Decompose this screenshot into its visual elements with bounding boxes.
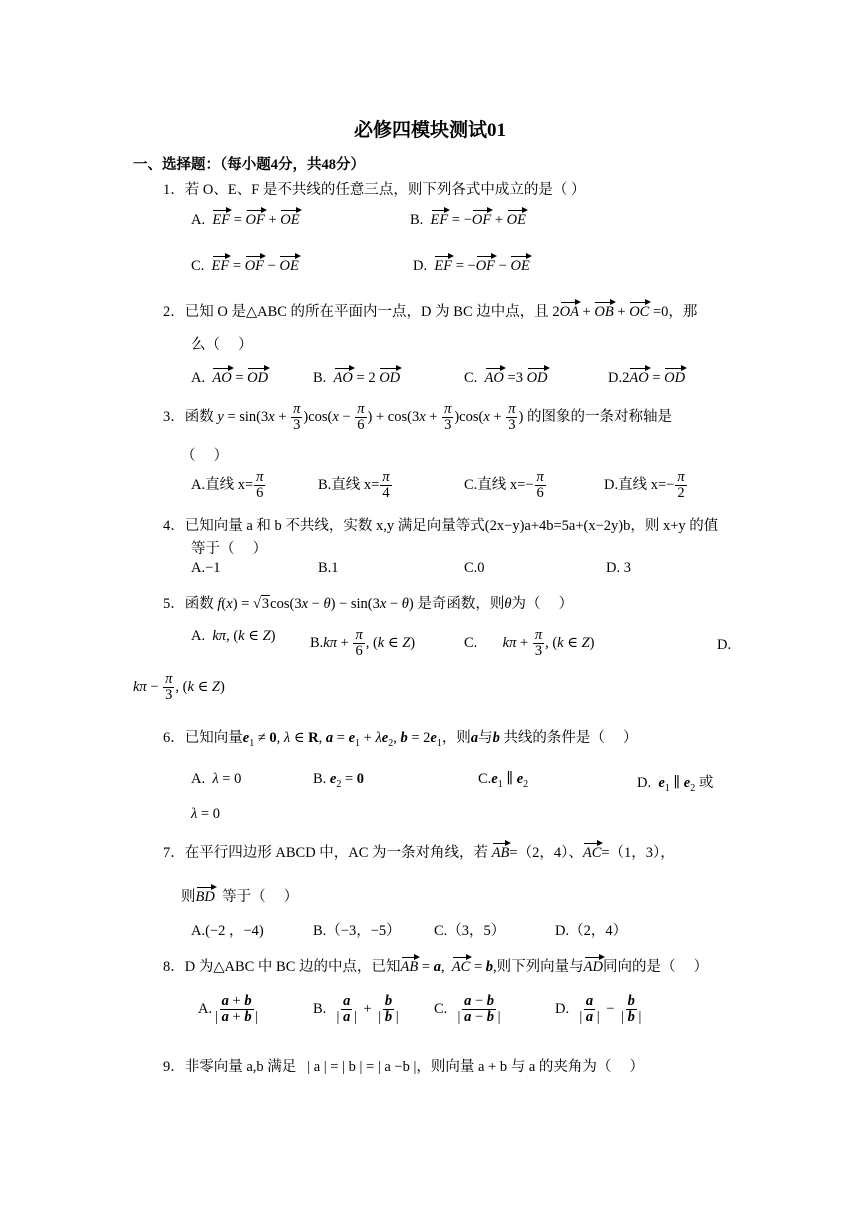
question-4-stem: 4．已知向量 a 和 b 不共线，实数 x,y 满足向量等式(2x−y)a+4b=5a+(x−2y)b，则 x+y 的值: [163, 518, 719, 534]
question-9-stem: 9．非零向量 a,b 满足 | a | = | b | = | a −b |，则向量 a + b 与 a 的夹角为（ ）: [163, 1059, 645, 1075]
q7-option-c: C.（3，5）: [434, 923, 506, 939]
q3-option-b: B.直线 x= $\frac{\pi}{4}$: [318, 469, 390, 502]
q2-option-a: A. AO = OD: [191, 367, 268, 387]
q6-option-d: D. $e_1$ ∥ $e_2$ 或: [637, 775, 714, 794]
q6-option-b: B. $e_2 = 0$: [313, 771, 365, 790]
q7-option-b: B.（−3，−5）: [313, 923, 401, 939]
q5-option-d-label: D.: [717, 637, 732, 653]
q2-option-d: D.2AO = OD: [608, 367, 685, 387]
q3-option-c: C.直线 x=− $\frac{\pi}{6}$: [464, 469, 544, 502]
q2-option-b: B. AO = 2 OD: [313, 367, 400, 387]
q6-option-c: $C.e_1$ ∥ $e_2$: [478, 771, 529, 790]
q1-option-c: C. EF = OF − OE: [191, 255, 299, 275]
q5-option-a: A. kπ, (k ∈ Z): [191, 628, 276, 644]
question-1-stem: 1．若 O、E、F 是不共线的任意三点，则下列各式中成立的是（ ）: [163, 182, 586, 198]
question-7-stem: 7．在平行四边形 ABCD 中，AC 为一条对角线，若 AB=（2，4）、AC=（1，3），: [163, 841, 675, 862]
q4-option-c: C.0: [464, 560, 485, 576]
q7-option-a: A.(−2 ，−4): [191, 923, 264, 939]
question-5-stem: 5．函数 f(x) = √3cos(3x − θ) − sin(3x − θ) 是奇函数，则θ为（ ）: [163, 596, 574, 612]
q6-option-a: A. λ = 0: [191, 771, 242, 787]
q1-option-b: B. EF = −OF + OE: [410, 209, 526, 229]
q6-option-d-cont: λ = 0: [191, 806, 220, 822]
q8-option-b: B. $\frac{a}{| a |}$ + $\frac{b}{| b |}$: [313, 993, 399, 1026]
q8-option-d: D. $\frac{a}{| a |}$ − $\frac{b}{| b |}$: [555, 993, 642, 1026]
q5-option-c: C. kπ + $\frac{\pi}{3}$ , (k ∈ Z): [464, 627, 595, 660]
question-6-stem: 6．已知向量$e_1 \ne 0$, λ ∈ R, $a = e_1 + \lambda e_2$, $b = 2e_1$，则a与b 共线的条件是（ ）: [163, 730, 638, 749]
q5-option-d: kπ − $\frac{\pi}{3}$ , (k ∈ Z): [133, 671, 225, 704]
q3-option-d: D.直线 x=− $\frac{\pi}{2}$: [604, 469, 685, 502]
q7-option-d: D.（2，4）: [555, 923, 628, 939]
q8-option-c: C. $\frac{a - b}{| a - b |}$: [434, 993, 501, 1026]
page-title: 必修四模块测试01: [353, 120, 506, 141]
q1-option-d: D. EF = −OF − OE: [413, 255, 530, 275]
q4-option-b: B.1: [318, 560, 339, 576]
question-2-stem: 2．已知 O 是△ABC 的所在平面内一点，D 为 BC 边中点，且 2OA + OB + OC =0，那: [163, 300, 697, 321]
q3-option-a: A.直线 x= $\frac{\pi}{6}$: [191, 469, 264, 502]
q4-option-a: A.−1: [191, 560, 221, 576]
q8-option-a: A. $\frac{a + b}{| a + b |}$: [198, 993, 259, 1026]
question-3-stem: 3．函数 y = sin(3x + $\frac{\pi}{3}$ )cos(x − $\frac{\pi}{6}$ ) + cos(3x + $\frac{\pi}{3}$ )cos(x + $\frac{\pi}{3}$ ) 的图象的一条对称轴是: [163, 401, 672, 434]
question-4-stem-cont: 等于（ ）: [191, 541, 268, 557]
q5-option-b: B.kπ + $\frac{\pi}{6}$ , (k ∈ Z): [310, 627, 416, 660]
question-2-stem-cont: 么（ ）: [191, 337, 253, 353]
q4-option-d: D. 3: [606, 560, 631, 576]
question-7-stem-cont: 则BD 等于（ ）: [181, 885, 298, 906]
question-8-stem: 8．D 为△ABC 中 BC 边的中点，已知AB = a, AC = b,则下列向量与AD同向的是（ ）: [163, 955, 708, 976]
q2-option-c: C. AO =3 OD: [464, 367, 548, 387]
question-3-stem-cont: （ ）: [181, 448, 229, 464]
q1-option-a: A. EF = OF + OE: [191, 209, 300, 229]
section-heading: 一、选择题：（每小题4分，共48分）: [133, 157, 365, 173]
